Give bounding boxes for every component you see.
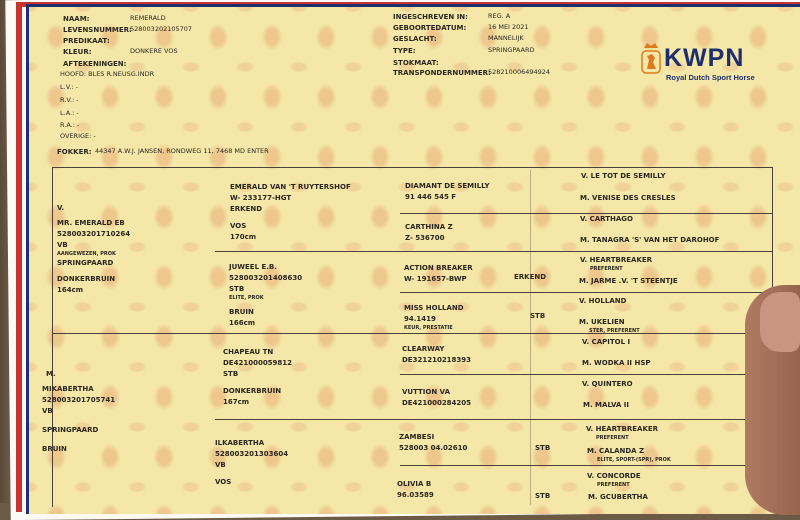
- sire-book: VB: [57, 241, 68, 249]
- horse-name: ILKABERTHA: [215, 439, 265, 447]
- gen3-status: STB: [530, 312, 546, 320]
- horse-name: MISS HOLLAND: [404, 304, 464, 312]
- gen3-cell: [402, 344, 471, 366]
- horse-name: ZAMBESI: [399, 433, 435, 441]
- gen4-cell: [582, 358, 651, 369]
- horse-name: JUWEEL E.B.: [229, 263, 277, 271]
- horse-name: DIAMANT DE SEMILLY: [405, 182, 490, 190]
- gen4-cell: [582, 337, 630, 348]
- gen4-cell: [587, 471, 641, 489]
- gen4-cell: [588, 492, 648, 503]
- horse-book: STB: [229, 285, 245, 293]
- dam-id: 528003201705741: [42, 396, 116, 404]
- horse-name: V. QUINTERO: [582, 380, 633, 388]
- horse-name: M. UKELIEN: [579, 318, 625, 326]
- levensnummer-label: LEVENSNUMMER:: [63, 26, 132, 34]
- horse-id: W- 233177-HGT: [230, 194, 292, 202]
- horse-id: 528003 04.02610: [399, 444, 468, 452]
- gen3-cell: [399, 432, 467, 454]
- gen4-cell: [579, 317, 640, 335]
- dam-prefix: M.: [46, 370, 56, 378]
- horse-color: VOS: [215, 478, 232, 486]
- horse-name: V. HEARTBREAKER: [580, 256, 653, 264]
- la-value: L.A.: -: [60, 109, 79, 117]
- horse-id: 528003201303604: [215, 450, 289, 458]
- horse-id: 91 446 545 F: [405, 193, 457, 201]
- logo-tagline: Royal Dutch Sport Horse: [666, 73, 755, 82]
- horse-name: M. WODKA II HSP: [582, 359, 651, 367]
- horse-id: W- 191657-BWP: [404, 275, 467, 283]
- horse-name: M. GCUBERTHA: [588, 493, 648, 501]
- horse-id: 528003201408630: [229, 274, 303, 282]
- gen2-cell: [229, 262, 302, 329]
- horse-id: DE321210218393: [402, 356, 472, 364]
- dam-name: MIKABERTHA: [42, 385, 94, 393]
- gen4-cell: [579, 296, 626, 307]
- sire-color: DONKERBRUIN: [57, 275, 116, 283]
- naam-value: REMERALD: [130, 14, 166, 22]
- horse-name: CLEARWAY: [402, 345, 445, 353]
- horse-name: V. HEARTBREAKER: [586, 425, 659, 433]
- gen4-cell: [580, 214, 633, 225]
- dam-type: SPRINGPAARD: [42, 426, 99, 434]
- sire-prefix: V.: [57, 204, 65, 212]
- horse-height: 170cm: [230, 233, 257, 241]
- geboortedatum-value: 16 MEI 2021: [488, 23, 529, 31]
- geboortedatum-label: GEBOORTEDATUM:: [393, 24, 467, 32]
- lv-value: L.V.: -: [60, 83, 78, 91]
- horse-name: M. VENISE DES CRESLES: [580, 194, 676, 202]
- ingeschreven-value: REG. A: [488, 12, 511, 20]
- gen2-cell: [223, 347, 292, 408]
- gen4-cell: [587, 446, 671, 464]
- horse-predicate: ELITE, SPORT-(SPR), PROK: [597, 457, 671, 463]
- horse-height: 166cm: [229, 319, 256, 327]
- horse-height: 167cm: [223, 398, 250, 406]
- geslacht-label: GESLACHT:: [393, 35, 437, 43]
- gen4-cell: [582, 379, 633, 390]
- gen4-cell: [580, 193, 676, 204]
- horse-name: CARTHINA Z: [405, 223, 453, 231]
- sire-cell: [57, 203, 130, 296]
- sire-predicate: AANGEWEZEN, PROK: [57, 251, 116, 257]
- kwpn-logo: [640, 40, 780, 100]
- gen2-cell: [215, 438, 288, 488]
- gen3-status: STB: [535, 492, 551, 500]
- kleur-value: DONKERE VOS: [130, 47, 178, 55]
- horse-name: M. JARME .V. 'T STEENTJE: [579, 277, 678, 285]
- horse-name: M. MALVA II: [583, 401, 629, 409]
- horse-name: V. CONCORDE: [587, 472, 641, 480]
- horse-predicate: PREFERENT: [597, 482, 630, 488]
- sire-type: SPRINGPAARD: [57, 259, 114, 267]
- horse-id: DE421000284205: [402, 399, 472, 407]
- gen3-cell: [397, 479, 434, 501]
- fokker-label: FOKKER:: [57, 148, 92, 156]
- horse-predicate: PREFERENT: [596, 435, 629, 441]
- dam-book: VB: [42, 407, 53, 415]
- gen4-cell: [579, 276, 678, 287]
- sire-name: MR. EMERALD EB: [57, 219, 125, 227]
- gen3-cell: [405, 222, 453, 244]
- geslacht-value: MANNELIJK: [488, 34, 524, 42]
- transponder-label: TRANSPONDERNUMMER:: [393, 69, 491, 77]
- gen4-cell: [586, 424, 658, 442]
- gen4-cell: [583, 400, 629, 411]
- gen2-cell: [230, 182, 351, 243]
- horse-status: ERKEND: [230, 205, 263, 213]
- sire-id: 528003201710264: [57, 230, 131, 238]
- horse-color: VOS: [230, 222, 247, 230]
- levensnummer-value: 528003202105707: [130, 25, 193, 33]
- type-value: SPRINGPAARD: [488, 46, 535, 54]
- gen3-cell: [404, 263, 473, 285]
- dam-color: BRUIN: [42, 445, 67, 453]
- gen3-cell: [402, 387, 471, 409]
- overige-value: OVERIGE: -: [60, 132, 96, 140]
- horse-id: 96.03589: [397, 491, 434, 499]
- horse-predicate: KEUR, PRESTATIE: [404, 325, 453, 331]
- horse-id: Z- 536700: [405, 234, 445, 242]
- horse-id: 94.1419: [404, 315, 436, 323]
- type-label: TYPE:: [393, 47, 416, 55]
- sire-height: 164cm: [57, 286, 84, 294]
- horse-predicate: PREFERENT: [590, 266, 623, 272]
- gen4-cell: [580, 235, 719, 246]
- horse-name: M. TANAGRA 'S' VAN HET DAROHOF: [580, 236, 720, 244]
- stokmaat-label: STOKMAAT:: [393, 59, 439, 67]
- logo-wordmark: KWPN: [664, 44, 745, 72]
- horse-book: STB: [223, 370, 239, 378]
- horse-id: DE421000059812: [223, 359, 293, 367]
- predikaat-label: PREDIKAAT:: [63, 37, 110, 45]
- naam-label: NAAM:: [63, 15, 90, 23]
- horse-color: BRUIN: [229, 308, 254, 316]
- horse-book: VB: [215, 461, 226, 469]
- horse-name: V. CAPITOL I: [582, 338, 631, 346]
- horse-name: VUTTION VA: [402, 388, 451, 396]
- gen3-status: STB: [535, 444, 551, 452]
- rv-value: R.V.: -: [60, 96, 79, 104]
- horse-predicate: STER, PREFERENT: [589, 328, 640, 334]
- horse-predicate: ELITE, PROK: [229, 295, 264, 301]
- horse-name: V. CARTHAGO: [580, 215, 633, 223]
- ra-value: R.A.: -: [60, 121, 80, 129]
- horse-name: EMERALD VAN 'T RUYTERSHOF: [230, 183, 351, 191]
- horse-color: DONKERBRUIN: [223, 387, 282, 395]
- lion-crest-icon: [640, 42, 662, 76]
- horse-name: M. CALANDA Z: [587, 447, 645, 455]
- horse-name: ACTION BREAKER: [404, 264, 473, 272]
- horse-name: V. HOLLAND: [579, 297, 627, 305]
- gen4-cell: [581, 171, 666, 182]
- ingeschreven-label: INGESCHREVEN IN:: [393, 13, 468, 21]
- fokker-value: 44347 A.W.J. JANSEN, RONDWEG 11, 7468 MD ENTER: [95, 147, 269, 155]
- gen3-cell: [404, 303, 464, 332]
- horse-name: OLIVIA B: [397, 480, 432, 488]
- gen3-status: ERKEND: [514, 273, 547, 281]
- kleur-label: KLEUR:: [63, 48, 92, 56]
- horse-name: V. LE TOT DE SEMILLY: [581, 172, 666, 180]
- gen3-cell: [405, 181, 490, 203]
- horse-name: CHAPEAU TN: [223, 348, 274, 356]
- transponder-value: 528210006494924: [488, 68, 551, 76]
- gen4-cell: [580, 255, 652, 273]
- hoofd-value: HOOFD: BLES R.NEUSG.INDR: [60, 70, 155, 78]
- dam-cell: [42, 369, 115, 455]
- thumb: [760, 292, 800, 352]
- aftekeningen-label: AFTEKENINGEN:: [63, 60, 127, 68]
